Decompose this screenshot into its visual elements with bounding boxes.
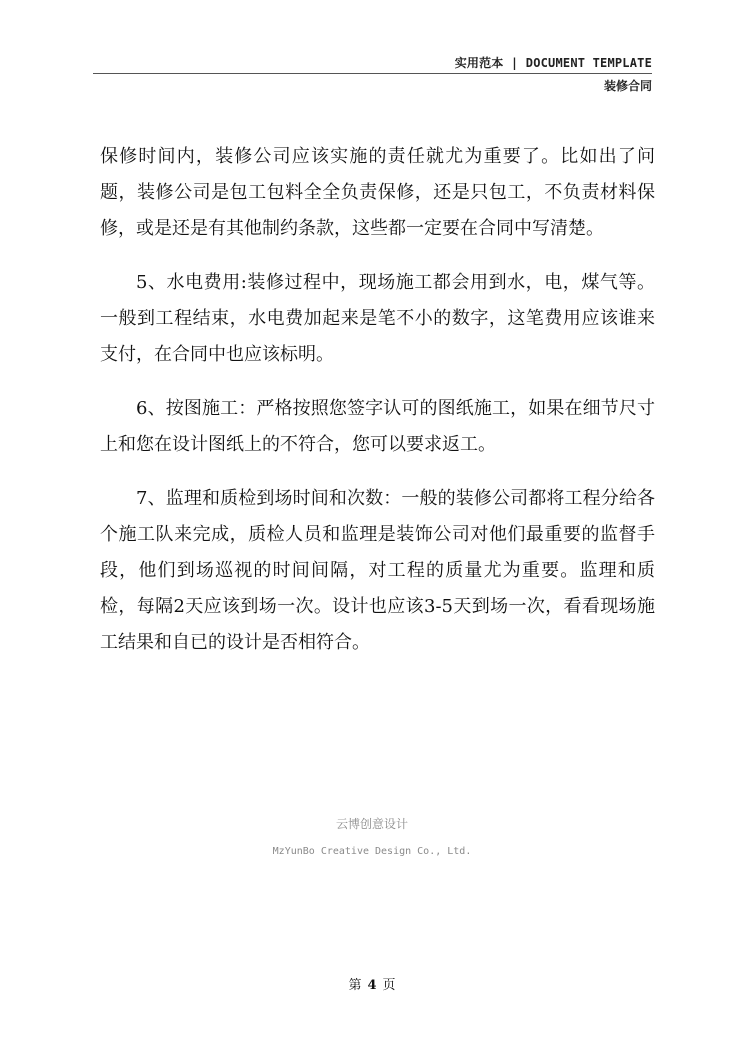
header-divider bbox=[93, 73, 652, 74]
page-number bbox=[0, 974, 744, 993]
paragraph-inspection: 7、监理和质检到场时间和次数：一般的装修公司都将工程分给各个施工队来完成，质检人员和监理是装饰公司对他们最重要的监督手段，他们到场巡视的时间间隔，对工程的质量尤为重要。监理和质检，每隔2天应该到场一次。设计也应该3-5天到场一次，看看现场施工结果和自已的设计是否相符合。 bbox=[100, 488, 655, 653]
paragraph-drawings: 6、按图施工：严格按照您签字认可的图纸施工，如果在细节尺寸上和您在设计图纸上的不符合，您可以要求返工。 bbox=[100, 398, 655, 455]
page-number-value: 4 bbox=[367, 978, 377, 993]
paragraph-warranty: 保修时间内，装修公司应该实施的责任就尤为重要了。比如出了问题，装修公司是包工包料全全负责保修，还是只包工，不负责材料保修，或是还是有其他制约条款，这些都一定要在合同中写清楚。 bbox=[100, 146, 655, 239]
page-prefix: 第 bbox=[348, 978, 362, 993]
footer-company-en: MzYunBo Creative Design Co., Ltd. bbox=[272, 846, 472, 857]
footer-company-cn: 云博创意设计 bbox=[335, 817, 408, 831]
header-subtitle: 装修合同 bbox=[603, 79, 652, 93]
page-suffix: 页 bbox=[382, 978, 396, 993]
document-body bbox=[100, 139, 655, 661]
paragraph-utilities: 5、水电费用:装修过程中，现场施工都会用到水，电，煤气等。一般到工程结束，水电费加起来是笔不小的数字，这笔费用应该谁来支付，在合同中也应该标明。 bbox=[100, 272, 655, 365]
header-title: 实用范本 | DOCUMENT TEMPLATE bbox=[454, 56, 652, 70]
